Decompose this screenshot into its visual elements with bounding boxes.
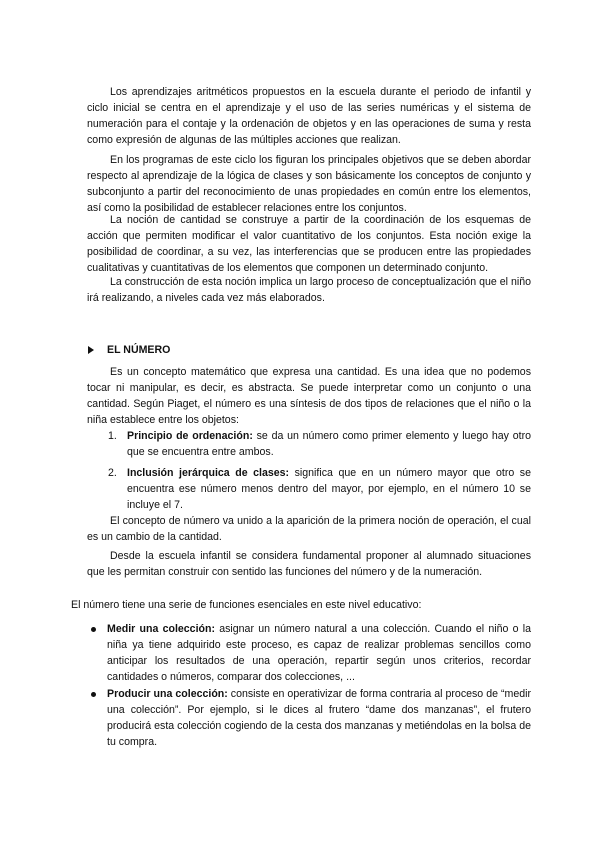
bullet-list-item (88, 686, 531, 750)
bullet-text: consiste en operativizar de forma contraria al proceso de “medir una colección”. Por ejemplo, si le dices al frutero “dame dos manzanas”, el frutero producirá esta colección cogiendo de la cesta dos manzanas y metiéndolas en la bolsa de tu compra. (107, 688, 531, 748)
section-heading-text: EL NÚMERO (107, 344, 171, 356)
bullet-dot-icon (91, 692, 96, 697)
section-heading (88, 344, 170, 356)
bullet-text: asignar un número natural a una colección. Cuando el niño o la niña ya tiene adquirido este proceso, es capaz de realizar problemas sencillos como anticipar los resultados de una operación, repartir según unos criterios, recordar cantidades o números, comparar dos colecciones, ... (107, 623, 531, 683)
paragraph-programs-objectives: En los programas de este ciclo los figuran los principales objetivos que se deben abordar respecto al aprendizaje de la lógica de clases y son básicamente los conceptos de conjunto y subconjunto a partir del reconocimiento de unas propiedades en común entre los elementos, así como la posibilidad de establecer relaciones entre los conjuntos. (87, 154, 531, 214)
list-number: 1. (108, 430, 117, 442)
list-item-text: significa que en un número mayor que otro se encuentra ese número menos dentro del mayor, por ejemplo, en el número 10 se incluye el 7. (127, 467, 531, 511)
list-number: 2. (108, 467, 117, 479)
bullet-list-item (88, 621, 531, 685)
paragraph-functions-intro: El número tiene una serie de funciones esenciales en este nivel educativo: (71, 599, 422, 611)
bullet-term: Producir una colección: (107, 688, 228, 700)
bullet-dot-icon (91, 627, 96, 632)
paragraph-construction-notion: La construcción de esta noción implica un largo proceso de conceptualización que el niño irá realizando, a niveles cada vez más elaborados. (87, 276, 531, 304)
numbered-list-item (108, 465, 531, 513)
list-item-term: Principio de ordenación: (127, 430, 253, 442)
arrow-bullet-icon (88, 346, 94, 354)
paragraph-quantity-notion: La noción de cantidad se construye a partir de la coordinación de los esquemas de acción que permiten modificar el valor cuantitativo de los conjuntos. Esta noción exige la posibilidad de coordinar, a su vez, las interferencias que se producen entre las propiedades cualitativas y cuantitativas de los elementos que componen un determinado conjunto. (87, 214, 531, 274)
paragraph-infant-school: Desde la escuela infantil se considera fundamental proponer al alumnado situaciones que les permitan construir con sentido las funciones del número y de la numeración. (87, 550, 531, 578)
list-item-term: Inclusión jerárquica de clases: (127, 467, 290, 479)
paragraph-operation-concept: El concepto de número va unido a la aparición de la primera noción de operación, el cual es un cambio de la cantidad. (87, 515, 531, 543)
paragraph-arithmetic-learning: Los aprendizajes aritméticos propuestos en la escuela durante el periodo de infantil y ciclo inicial se centra en el aprendizaje y el uso de las series numéricas y el sistema de numeración para el contaje y la ordenación de objetos y en las operaciones de suma y resta como expresión de algunas de las múltiples acciones que realizan. (87, 86, 531, 146)
paragraph-number-definition: Es un concepto matemático que expresa una cantidad. Es una idea que no podemos tocar ni manipular, es decir, es abstracta. Se puede interpretar como un conjunto o una cantidad. Según Piaget, el número es una síntesis de dos tipos de relaciones que el niño o la niña establece entre los objetos: (87, 366, 531, 426)
numbered-list-item (108, 428, 531, 460)
list-item-text: se da un número como primer elemento y luego hay otro que se encuentra entre ambos. (127, 430, 531, 458)
bullet-term: Medir una colección: (107, 623, 215, 635)
